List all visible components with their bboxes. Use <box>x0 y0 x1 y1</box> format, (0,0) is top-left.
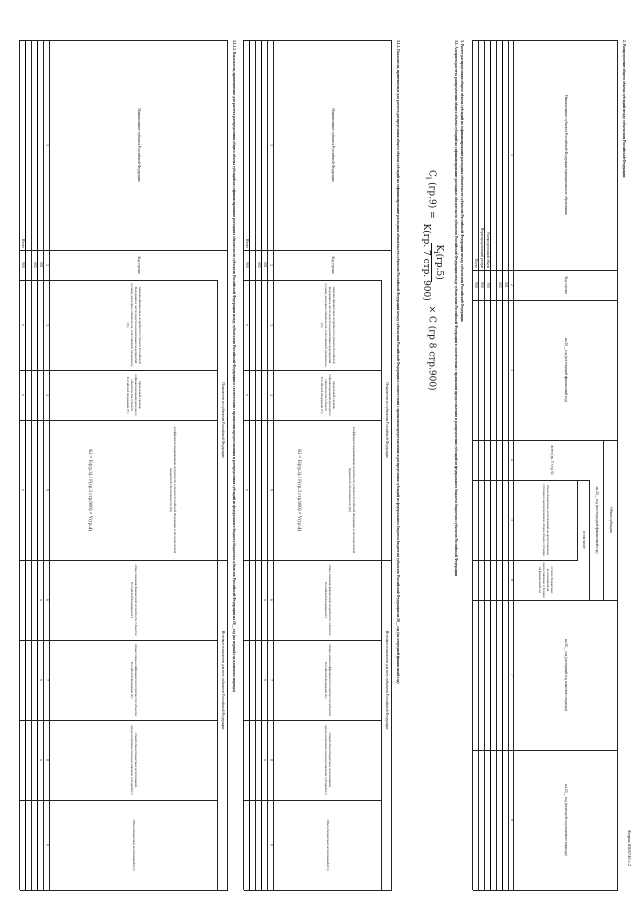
t1-sum-code: 800 <box>480 282 485 288</box>
t1-sum-code: 700 <box>486 282 491 288</box>
t2-col-5: коэффициент выравнивания потребности субъекта Российской Федерации в части расчетной бюджетной обеспеченности (Ki) <box>348 426 356 554</box>
t2-num: 3 <box>269 324 274 326</box>
t1-num-6: 6 <box>509 579 514 581</box>
t1-col-incl: в том числе <box>582 531 587 549</box>
t2-col-8: общий объем бюджетных ассигнований, предусмотренных на предоставление субсидий (C) <box>324 725 332 795</box>
t1-num-3: 3 <box>509 369 514 371</box>
t2-num: 9 <box>269 844 274 846</box>
t1-col-incl-b: остаток бюджетных ассигнований на предоставление субсидии на финансовый год <box>538 562 554 598</box>
t2-num: 2 <box>269 264 274 266</box>
t2-x: x <box>263 679 268 681</box>
t2-num: 4 <box>269 394 274 396</box>
t3-num: 7 <box>45 679 50 681</box>
t2-num: 5 <box>269 489 274 491</box>
t3-x: x <box>39 759 44 761</box>
t1-sum-label: Всего <box>474 259 479 268</box>
distribution-formula: $C_i$ (гр.9) = $K_i(гр.5)$ K(гр. 7 стр. 900) × C (гр 8 стр.900) <box>420 170 444 391</box>
t2-total-code: 900 <box>245 262 250 268</box>
t2-col-3: значение финансовых потребности субъекта Российской Федерации в части средств на реализацию мероприятий (сумма), расходных обязательств, сопоставимой (показатель) (%) <box>320 283 336 367</box>
t2-num: 1 <box>269 144 274 146</box>
t3-col-5: коэффициент выравнивания потребности субъекта Российской Федерации в части расчетной бюджетной обеспеченности (Ki) <box>169 426 177 554</box>
t3-col-7: общая сумма коэффициентов потребности субъектов Российской Федерации (K) <box>130 644 138 716</box>
t2-col-7: общая сумма коэффициентов потребности субъектов Российской Федерации (K) <box>324 644 332 716</box>
t3-row-code: 002 <box>33 262 38 268</box>
t2-row-code: 001 <box>263 262 268 268</box>
t3-num: 2 <box>45 264 50 266</box>
section-3-1-2-title: 3.1.1.2. Показатели, применяемые для расчета распределения общего объема субсидий на софинансирование расходных обязательств субъектов Российской Федерации между субъектами Российской Федерации в соответствии с правилами предоставления и распределения субсидий из федерального бюджета бюджетам субъектов Российской Федерации на 20__ год (на первый год планового периода) <box>232 40 236 693</box>
t2-col-6: общее значение финансовой потребности субъектов Российской Федерации (F) <box>324 564 332 636</box>
t1-col-code: Код строки <box>564 276 569 294</box>
t1-sum-code: 900 <box>474 282 479 288</box>
section-2-title: 2. Распределение общего объема субсидий между субъектами Российской Федерации <box>622 40 626 178</box>
t3-col-3: значение финансовых потребности субъекта Российской Федерации в части средств на реализацию мероприятий (сумма), расходных обязательств, сопоставимой (показатель) (%) <box>126 283 142 367</box>
t2-x: x <box>245 394 250 396</box>
t3-num: 9 <box>45 844 50 846</box>
t2-col-4: предельный уровень софинансирования расходного обязательства субъекта Российской Федерации (Y) <box>320 374 336 416</box>
section-3-1-title: 3.1. Алгоритм расчета распределения общего объема субсидий на софинансирование расходных обязательств субъектов Российской Федерации между субъектами Российской Федерации в соответствии с правилами предоставления и распределения субсидий из федерального бюджета бюджетам субъектов Российской Федерации <box>454 40 458 576</box>
t2-col-code: Код строки <box>331 256 336 274</box>
t2-col-9: Объем бюджетных ассигнований (Ci) <box>326 819 330 871</box>
t3-num: 6 <box>45 599 50 601</box>
t2-x: x <box>263 759 268 761</box>
t3-col-name: Наименование субъекта Российской Федерации <box>137 108 142 182</box>
t3-num: 4 <box>45 394 50 396</box>
t1-col-name: Наименование субъекта Российской Федерации/муниципального образования <box>564 95 569 215</box>
t1-sum-label: Нераспределенный резерв <box>480 227 485 268</box>
t3-x: x <box>21 394 26 396</box>
t1-col-year1: на 20__ год (на текущий финансовый год) <box>564 337 569 403</box>
t2-col-name: Наименование субъекта Российской Федерации <box>331 108 336 182</box>
section-3-1-1-title: 3.1.1. Показатели, применяемые для расчета распределения общего объема субсидий на софинансирование расходных обязательств субъектов Российской Федерации между субъектами Российской Федерации в соответствии с правилами предоставления и распределения субсидий из федерального бюджета бюджетам субъектов Российской Федерации на 20__ год (на очередной финансовый год) <box>396 40 400 684</box>
t3-col-5-formula: Ki = Fi(гр.3) / F(гр.3 стр.900) × Y(гр.4) <box>87 449 93 531</box>
t3-num: 1 <box>45 144 50 146</box>
t3-num: 8 <box>45 759 50 761</box>
t1-col-year2: на 20__ год (на очередной финансовый год) <box>595 486 600 554</box>
t2-num: 8 <box>269 759 274 761</box>
t2-x: x <box>245 489 250 491</box>
t2-caption-left: Показатели по субъектам Российской Федерации <box>385 382 390 458</box>
t2-x: x <box>245 324 250 326</box>
t1-num-5: 5 <box>509 519 514 521</box>
t3-caption-right: Итоговые показатели для всех субъектов Российской Федерации <box>221 630 226 730</box>
t3-x: x <box>21 324 26 326</box>
t3-col-4: предельный уровень софинансирования расходного обязательства субъекта Российской Федерации (Y) <box>126 374 142 416</box>
t3-num: 5 <box>45 489 50 491</box>
t3-col-code: Код строки <box>137 256 142 274</box>
t3-caption-left: Показатели по субъектам Российской Федерации <box>221 382 226 458</box>
t2-total-label: Итого <box>245 238 250 248</box>
t3-col-8: общий объем бюджетных ассигнований, предусмотренных на предоставление субсидий (C) <box>130 725 138 795</box>
t1-col-year4: на 20__ год (на второй год планового периода) <box>564 784 569 856</box>
t3-total-label: Итого <box>21 238 26 248</box>
t2-num: 6 <box>269 599 274 601</box>
t3-col-6: общее значение финансовой потребности субъектов Российской Федерации (F) <box>130 564 138 636</box>
t2-col-5-formula: Ki = Fi(гр.3) / F(гр.3 стр.900) × Y(гр.4) <box>296 449 302 531</box>
t3-x: x <box>39 679 44 681</box>
t1-row-code: 001 <box>504 282 509 288</box>
t1-col-year3: на 20__ год (на первый год планового периода) <box>564 638 569 712</box>
t3-x: x <box>39 599 44 601</box>
t3-row-code: 001 <box>39 262 44 268</box>
t1-col-total: всего (гр. 5 + гр. 6) <box>550 445 555 475</box>
t2-row-code: 002 <box>257 262 262 268</box>
section-3-title: 3. Расчет распределения общего объема субсидий на софинансирование расходных обязательств субъектов Российской Федерации между субъектами Российской Федерации <box>460 40 464 322</box>
t1-num-4: 4 <box>509 459 514 461</box>
t2-num: 7 <box>269 679 274 681</box>
form-label: Форма 0505746 с.2 <box>627 830 632 867</box>
t2-caption-right: Итоговые показатели для всех субъектов Российской Федерации <box>385 630 390 730</box>
t3-num: 3 <box>45 324 50 326</box>
t1-group-subsidy: Объем субсидии <box>609 507 614 533</box>
t1-row-code: 002 <box>498 282 503 288</box>
t2-x: x <box>263 599 268 601</box>
t1-num-1: 1 <box>509 154 514 156</box>
t1-num-7: 7 <box>509 674 514 676</box>
t1-num-2: 2 <box>509 284 514 286</box>
t3-col-9: Объем бюджетных ассигнований (Ci) <box>132 819 136 871</box>
t3-x: x <box>21 489 26 491</box>
t1-col-incl-a: объем бюджетных ассигнований на предоставление субсидии в распределенном общем объеме субсидии <box>542 484 550 556</box>
t1-num-8: 8 <box>509 819 514 821</box>
t3-total-code: 900 <box>21 262 26 268</box>
t1-sum-label: Распределенный объем <box>486 232 491 268</box>
